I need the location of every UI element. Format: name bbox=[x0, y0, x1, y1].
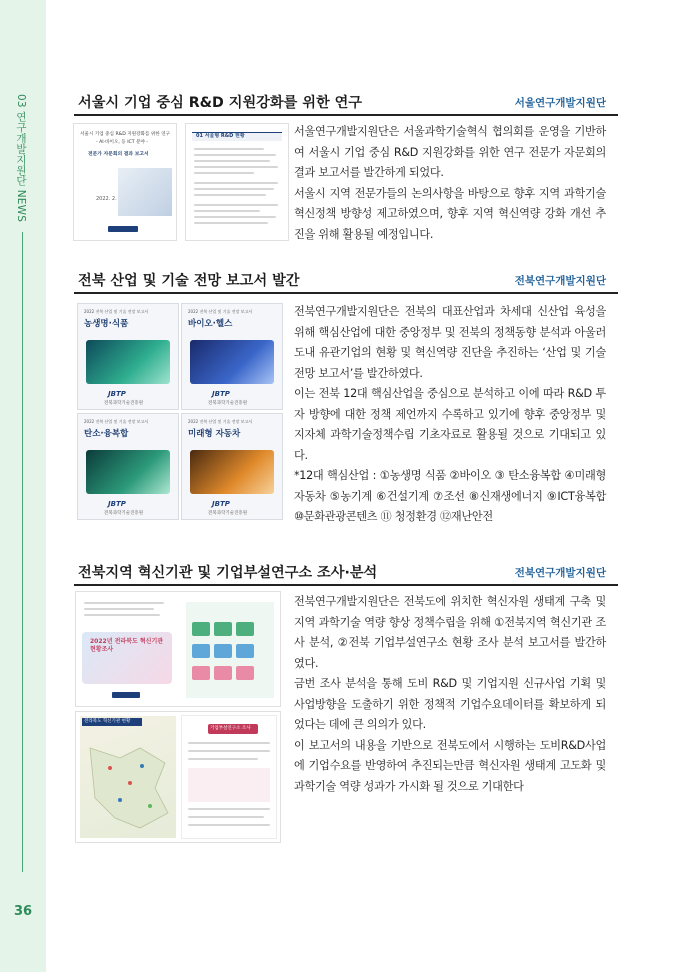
survey-report-spread bbox=[76, 592, 280, 706]
page-number: 36 bbox=[14, 904, 33, 919]
paragraph: 서울시 지역 전문가들의 논의사항을 바탕으로 향후 지역 과학기술 혁신정책 방향성 제고하였으며, 향후 지역 혁신역량 강화 개선 추진을 위해 활용될 예정입니다. bbox=[294, 186, 606, 241]
section-header bbox=[74, 92, 618, 116]
text-line bbox=[84, 602, 164, 604]
report-header: 2022 전북 산업 및 기술 전망 보고서 bbox=[84, 419, 149, 424]
form-line bbox=[188, 758, 258, 760]
toc-line bbox=[194, 148, 264, 150]
sidebar-title: 03 연구개발지원단 NEWS bbox=[15, 94, 27, 223]
text-line bbox=[84, 608, 154, 610]
toc-line bbox=[194, 210, 260, 212]
cover-graphic bbox=[118, 168, 172, 216]
report-logo-sub: 전북과학기술진흥원 bbox=[104, 511, 144, 516]
report-title: 미래형 자동차 bbox=[188, 429, 241, 439]
report-logo-sub: 전북과학기술진흥원 bbox=[208, 511, 248, 516]
report-cover-future-car bbox=[182, 414, 282, 519]
report-title: 농생명·식품 bbox=[84, 319, 129, 329]
cover-note: 전문가 자문회의 결과 보고서 bbox=[88, 152, 149, 157]
form-line bbox=[188, 816, 264, 818]
form-line bbox=[188, 750, 270, 752]
form-line bbox=[188, 742, 270, 744]
infographic-icon bbox=[236, 622, 254, 636]
paragraph: 금번 조사 분석을 통해 도비 R&D 및 기업지원 신규사업 기획 및 사업방향을 도출하기 위한 정책적 기업수요데이터를 확보하게 되었다는 데에 큰 의의가 있다. bbox=[294, 677, 606, 731]
report-logo: JBTP bbox=[108, 500, 126, 508]
toc-line bbox=[194, 194, 266, 196]
report-header: 2022 전북 산업 및 기술 전망 보고서 bbox=[188, 419, 253, 424]
report-cover-thumbnail bbox=[74, 124, 176, 240]
cover-logo bbox=[108, 226, 138, 232]
toc-line bbox=[194, 204, 278, 206]
infographic-icon bbox=[236, 666, 254, 680]
report-title: 탄소·융복합 bbox=[84, 429, 129, 439]
toc-line bbox=[194, 154, 276, 156]
sidebar bbox=[0, 0, 46, 972]
report-cover-agri-food bbox=[78, 304, 178, 409]
section-jeonbuk-survey bbox=[74, 562, 618, 852]
form-line bbox=[188, 824, 270, 826]
section-jeonbuk-outlook bbox=[74, 270, 618, 530]
paragraph: 전북연구개발지원단은 전북도에 위치한 혁신자원 생태계 구축 및 지역 과학기술 역량 향상 정책수립을 위해 ①전북지역 혁신기관 조사 분석, ②전북 기업부설연구소 현황 조사 분석 보고서를 발간하였다. bbox=[294, 595, 606, 670]
form-title: 기업부설연구소 조사 bbox=[210, 726, 251, 731]
toc-line bbox=[194, 222, 268, 224]
survey-logo bbox=[112, 692, 140, 698]
report-logo: JBTP bbox=[212, 500, 230, 508]
infographic-icon bbox=[192, 644, 210, 658]
report-logo: JBTP bbox=[212, 390, 230, 398]
toc-line bbox=[194, 172, 254, 174]
survey-cover-title: 2022년 전라북도 혁신기관 현황조사 bbox=[90, 638, 164, 653]
infographic-icon bbox=[236, 644, 254, 658]
infographic-icon bbox=[192, 666, 210, 680]
paragraph: 이 보고서의 내용을 기반으로 전북도에서 시행하는 도비R&D사업에 기업수요를 반영하여 추진되는만큼 혁신자원 생태계 고도화 및 과학기술 역량 성과가 가시화 될 것으로 기대한다 bbox=[294, 738, 606, 793]
report-cover-carbon bbox=[78, 414, 178, 519]
paragraph: *12대 핵심산업 : ①농생명 식품 ②바이오 ③ 탄소융복합 ④미래형자동차 ⑤농기계 ⑥건설기계 ⑦조선 ⑧신재생에너지 ⑨ICT융복합 ⑩문화관광콘텐츠 ⑪ 청정환경 ⑫재난안전 bbox=[294, 469, 606, 523]
toc-line bbox=[194, 182, 278, 184]
report-image bbox=[190, 340, 274, 384]
survey-map-spread bbox=[76, 712, 280, 842]
report-logo-sub: 전북과학기술진흥원 bbox=[208, 401, 248, 406]
infographic-icon bbox=[192, 622, 210, 636]
report-header: 2022 전북 산업 및 기술 전망 보고서 bbox=[188, 309, 253, 314]
map-lines bbox=[80, 728, 176, 838]
report-cover-bio-health bbox=[182, 304, 282, 409]
report-image bbox=[86, 340, 170, 384]
cover-subtitle: - AI·바이오, 등 ICT 분야 - bbox=[96, 140, 149, 145]
section-title: 서울시 기업 중심 R&D 지원강화를 위한 연구 bbox=[78, 95, 362, 111]
toc-chapter: 01 서울형 R&D 현황 bbox=[196, 133, 245, 139]
toc-line bbox=[194, 216, 276, 218]
form-line bbox=[188, 808, 270, 810]
cover-title: 서울시 기업 중심 R&D 지원강화를 위한 연구 bbox=[80, 132, 171, 137]
section-header bbox=[74, 562, 618, 586]
infographic-icon bbox=[214, 644, 232, 658]
paragraph: 서울연구개발지원단은 서울과학기술혁식 협의회를 운영을 기반하여 서울시 기업 중심 R&D 지원강화를 위한 연구 전문가 자문회의 결과 보고서를 발간하게 되었다. bbox=[294, 125, 606, 179]
section-title: 전북지역 혁신기관 및 기업부설연구소 조사·분석 bbox=[78, 565, 378, 581]
paragraph: 전북연구개발지원단은 전북의 대표산업과 차세대 신산업 육성을 위해 핵심산업에 대한 중앙정부 및 전북의 정책동향 분석과 아울러 도내 유관기업의 현황 및 혁신역량 진단을 추진하는 ‘산업 및 기술 전망 보고서’를 발간하였다. bbox=[294, 305, 606, 380]
sidebar-divider bbox=[22, 232, 23, 872]
report-logo-sub: 전북과학기술진흥원 bbox=[104, 401, 144, 406]
report-toc-thumbnail bbox=[186, 124, 288, 240]
report-image bbox=[86, 450, 170, 494]
section-org: 전북연구개발지원단 bbox=[514, 275, 606, 287]
section-title: 전북 산업 및 기술 전망 보고서 발간 bbox=[78, 273, 300, 289]
form-table bbox=[188, 768, 270, 802]
section-seoul bbox=[74, 92, 618, 252]
section-body bbox=[294, 302, 606, 528]
section-body bbox=[294, 592, 606, 797]
report-image bbox=[190, 450, 274, 494]
paragraph: 이는 전북 12대 핵심산업을 중심으로 분석하고 이에 따라 R&D 투자 방향에 대한 정책 제언까지 수록하고 있기에 향후 중앙정부 및 지자체 과학기술정책수립 기초자료로 활용될 것으로 기대되고 있다. bbox=[294, 387, 606, 462]
cover-date: 2022. 2. bbox=[96, 196, 117, 202]
infographic-icon bbox=[214, 666, 232, 680]
report-logo: JBTP bbox=[108, 390, 126, 398]
map-title: 전라북도 혁신기관 현황 bbox=[84, 719, 131, 724]
report-header: 2022 전북 산업 및 기술 전망 보고서 bbox=[84, 309, 149, 314]
section-header bbox=[74, 270, 618, 294]
toc-line bbox=[194, 160, 270, 162]
infographic-icon bbox=[214, 622, 232, 636]
toc-line bbox=[194, 166, 278, 168]
text-line bbox=[84, 614, 160, 616]
section-body bbox=[294, 122, 606, 245]
section-org: 전북연구개발지원단 bbox=[514, 567, 606, 579]
report-title: 바이오·헬스 bbox=[188, 319, 233, 329]
toc-line bbox=[194, 188, 274, 190]
section-org: 서울연구개발지원단 bbox=[514, 97, 606, 109]
